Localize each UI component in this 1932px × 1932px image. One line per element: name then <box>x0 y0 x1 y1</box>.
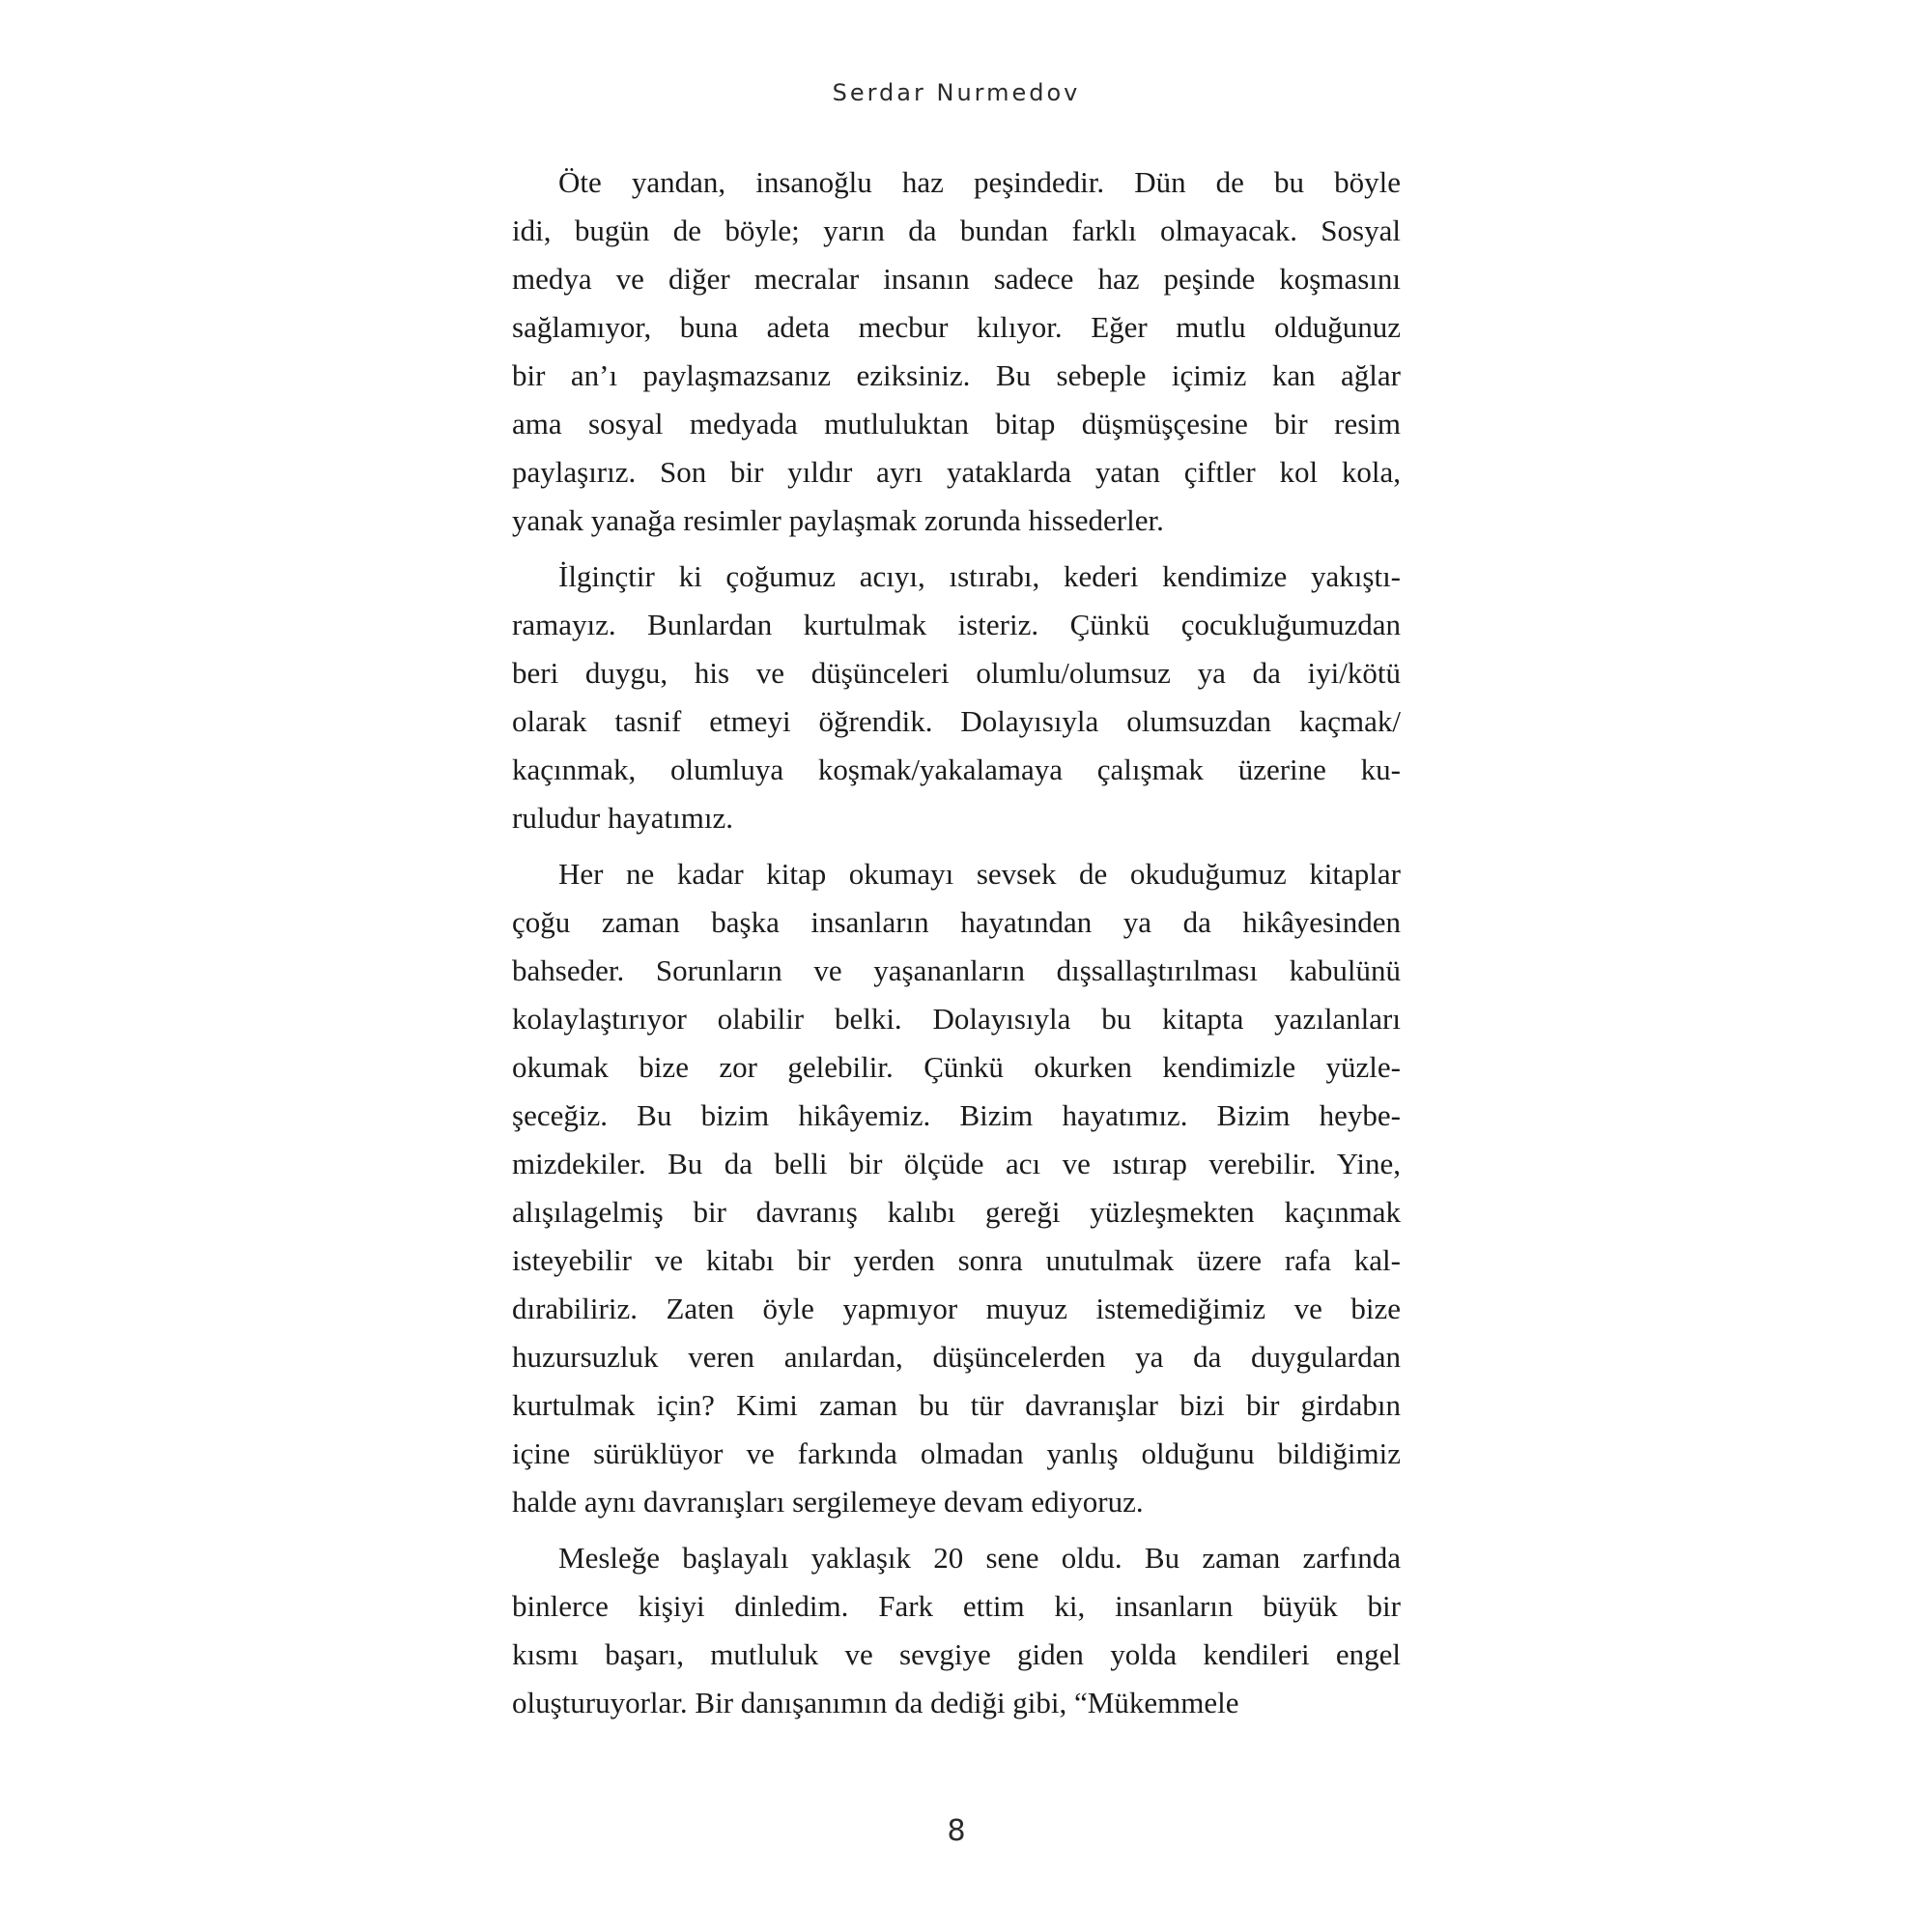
text-line: mizdekiler. Bu da belli bir ölçüde acı ve ıstırap verebilir. Yine, <box>512 1147 1401 1180</box>
text-line: kaçınmak, olumluya koşmak/yakalamaya çalışmak üzerine ku- <box>512 753 1401 786</box>
text-line: kolaylaştırıyor olabilir belki. Dolayısıyla bu kitapta yazılanları <box>512 1002 1401 1036</box>
text-line: kısmı başarı, mutluluk ve sevgiye giden yolda kendileri engel <box>512 1637 1401 1671</box>
body-text <box>512 158 1401 1727</box>
text-line: olarak tasnif etmeyi öğrendik. Dolayısıyla olumsuzdan kaçmak/ <box>512 704 1401 738</box>
text-line: çoğu zaman başka insanların hayatından ya da hikâyesinden <box>512 905 1401 939</box>
text-line: İlginçtir ki çoğumuz acıyı, ıstırabı, kederi kendimize yakıştı- <box>558 559 1401 593</box>
text-line: sağlamıyor, buna adeta mecbur kılıyor. Eğer mutlu olduğunuz <box>512 310 1401 344</box>
text-line: kurtulmak için? Kimi zaman bu tür davranışlar bizi bir girdabın <box>512 1388 1401 1422</box>
text-line: bahseder. Sorunların ve yaşananların dışsallaştırılması kabulünü <box>512 953 1401 987</box>
text-line: Her ne kadar kitap okumayı sevsek de okuduğumuz kitaplar <box>558 857 1401 891</box>
text-line: medya ve diğer mecralar insanın sadece haz peşinde koşmasını <box>512 262 1401 296</box>
text-line: paylaşırız. Son bir yıldır ayrı yataklarda yatan çiftler kol kola, <box>512 455 1401 489</box>
text-line: ama sosyal medyada mutluluktan bitap düşmüşçesine bir resim <box>512 407 1401 440</box>
text-line: şeceğiz. Bu bizim hikâyemiz. Bizim hayatımız. Bizim heybe- <box>512 1098 1401 1132</box>
text-line: dırabiliriz. Zaten öyle yapmıyor muyuz istemediğimiz ve bize <box>512 1292 1401 1325</box>
text-line: binlerce kişiyi dinledim. Fark ettim ki, insanların büyük bir <box>512 1589 1401 1623</box>
text-line: halde aynı davranışları sergilemeye devam ediyoruz. <box>512 1485 1144 1519</box>
text-line: Mesleğe başlayalı yaklaşık 20 sene oldu. Bu zaman zarfında <box>558 1541 1401 1575</box>
text-line: idi, bugün de böyle; yarın da bundan farklı olmayacak. Sosyal <box>512 213 1401 247</box>
paragraph <box>512 1534 1401 1727</box>
text-line: beri duygu, his ve düşünceleri olumlu/olumsuz ya da iyi/kötü <box>512 656 1401 690</box>
text-line: ramayız. Bunlardan kurtulmak isteriz. Çünkü çocukluğumuzdan <box>512 608 1401 641</box>
paragraph <box>512 158 1401 545</box>
text-line: ruludur hayatımız. <box>512 801 733 835</box>
text-line: huzursuzluk veren anılardan, düşüncelerden ya da duygulardan <box>512 1340 1401 1374</box>
paragraph <box>512 850 1401 1526</box>
page-number: 8 <box>947 1814 966 1848</box>
paragraph <box>512 553 1401 842</box>
text-line: Öte yandan, insanoğlu haz peşindedir. Dün de bu böyle <box>558 165 1401 199</box>
text-line: alışılagelmiş bir davranış kalıbı gereği yüzleşmekten kaçınmak <box>512 1195 1401 1229</box>
text-line: isteyebilir ve kitabı bir yerden sonra unutulmak üzere rafa kal- <box>512 1243 1401 1277</box>
text-line: okumak bize zor gelebilir. Çünkü okurken kendimizle yüzle- <box>512 1050 1401 1084</box>
text-line: içine sürüklüyor ve farkında olmadan yanlış olduğunu bildiğimiz <box>512 1436 1401 1470</box>
text-line: yanak yanağa resimler paylaşmak zorunda hissederler. <box>512 503 1164 537</box>
text-line: oluşturuyorlar. Bir danışanımın da dediği gibi, “Mükemmele <box>512 1686 1239 1719</box>
text-line: bir an’ı paylaşmazsanız eziksiniz. Bu sebeple içimiz kan ağlar <box>512 358 1401 392</box>
running-header: Serdar Nurmedov <box>832 79 1081 106</box>
